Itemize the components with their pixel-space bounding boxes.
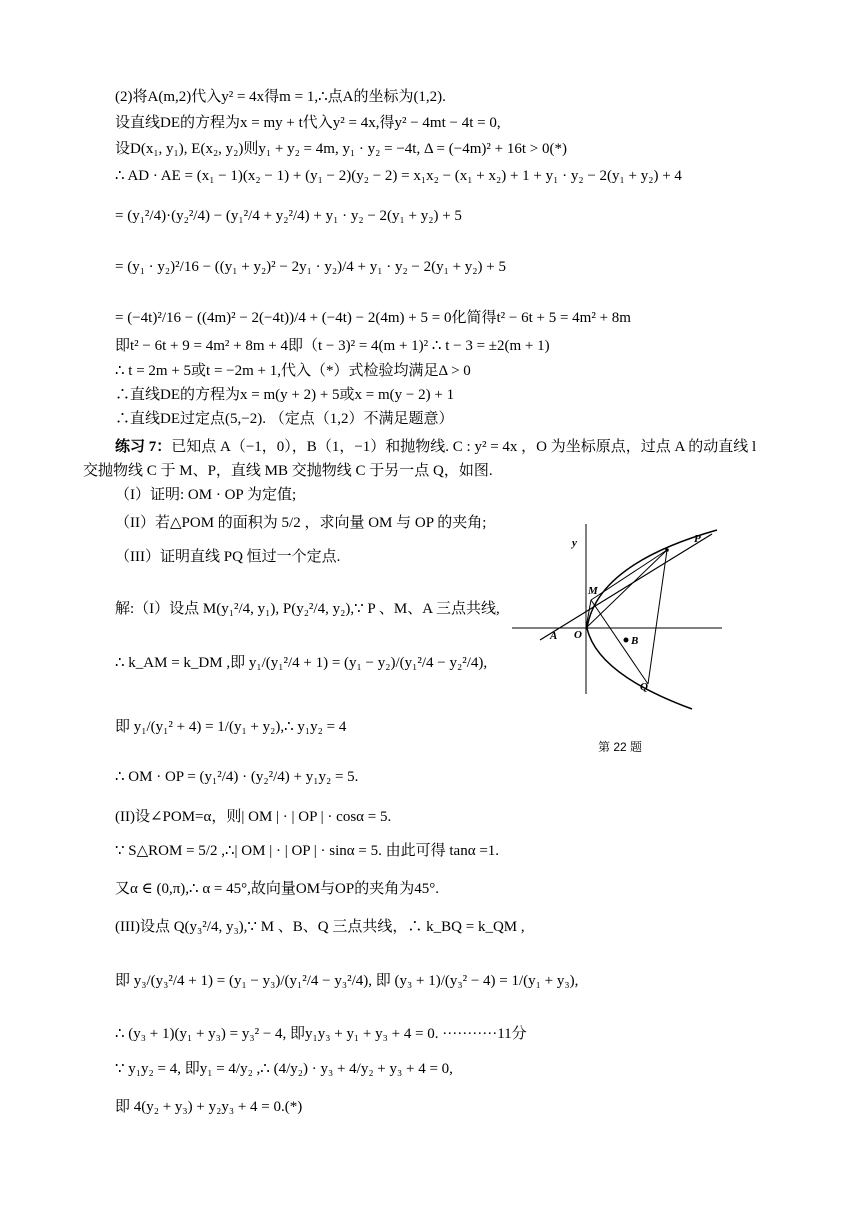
text-line: = (−4t)²/16 − ((4m)² − 2(−4t))/4 + (−4t) − 2(4m) + 5 = 0化简得t² − 6t + 5 = 4m² + 8m xyxy=(115,310,631,326)
exercise-statement: 已知点 A（−1，0），B（1，−1）和抛物线. C : y² = 4x ，O 为坐标原点，过点 A 的动直线 l xyxy=(171,439,757,455)
exercise-header xyxy=(115,438,756,456)
solution-line: ∵ y₁y₂ = 4, 即y₁ = 4/y₂ ,∴ (4/y₂) · y₃ + 4/y₂ + y₃ + 4 = 0, xyxy=(115,1061,453,1077)
label-B: B xyxy=(631,635,639,647)
solution-line: ∵ S△ROM = 5/2 ,∴| OM | · | OP | · sinα = 5. 由此可得 tanα =1. xyxy=(115,843,500,859)
text-line: ∴直线DE的方程为x = m(y + 2) + 5或x = m(y − 2) + 1 xyxy=(115,387,455,403)
solution-line: ∴ (y₃ + 1)(y₁ + y₃) = y₃² − 4, 即y₁y₃ + y₁ + y₃ + 4 = 0. ···········11分 xyxy=(115,1026,527,1042)
segment-OP xyxy=(586,550,667,628)
text-line: 设D(x₁, y₁), E(x₂, y₂)则y₁ + y₂ = 4m, y₁ · y₂ = −4t, Δ = (−4m)² + 16t > 0(*) xyxy=(115,141,567,157)
segment-PQ xyxy=(648,550,667,684)
solution-line: 即 4(y₂ + y₃) + y₂y₃ + 4 = 0.(*) xyxy=(115,1099,303,1115)
solution-line: ∴ OM · OP = (y₁²/4) · (y₂²/4) + y₁y₂ = 5. xyxy=(115,769,359,785)
solution-line: 解:（I）设点 M(y₁²/4, y₁), P(y₂²/4, y₂),∵ P 、M、A 三点共线, xyxy=(115,601,500,617)
text-line: 设直线DE的方程为x = my + t代入y² = 4x,得y² − 4mt − 4t = 0, xyxy=(115,115,501,131)
solution-line: 即 y₃/(y₃²/4 + 1) = (y₁ − y₃)/(y₁²/4 − y₃²/4), 即 (y₃ + 1)/(y₃² − 4) = 1/(y₁ + y₃), xyxy=(115,973,579,989)
question-3: （III）证明直线 PQ 恒过一个定点. xyxy=(115,549,341,565)
label-P: P xyxy=(694,533,701,545)
solution-line: (III)设点 Q(y₃²/4, y₃),∵ M 、B、Q 三点共线，∴ k_BQ = k_QM , xyxy=(115,919,525,935)
text-line: = (y₁²/4)·(y₂²/4) − (y₁²/4 + y₂²/4) + y₁ · y₂ − 2(y₁ + y₂) + 5 xyxy=(115,208,462,224)
point-P xyxy=(665,548,669,552)
figure-caption: 第 22 题 xyxy=(598,740,643,754)
label-M: M xyxy=(588,585,598,597)
parabola-figure xyxy=(512,524,724,714)
parabola-curve xyxy=(587,530,717,709)
label-Q: Q xyxy=(640,681,648,693)
question-1: （I）证明: OM · OP 为定值; xyxy=(115,487,297,503)
label-O: O xyxy=(574,629,582,641)
segment-MP xyxy=(591,550,667,600)
label-y: y xyxy=(572,537,577,549)
text-line: 即t² − 6t + 9 = 4m² + 8m + 4即（t − 3)² = 4(m + 1)² ∴ t − 3 = ±2(m + 1) xyxy=(115,338,550,354)
label-A: A xyxy=(550,630,558,642)
solution-line: 又α ∈ (0,π),∴ α = 45°,故向量OM与OP的夹角为45°. xyxy=(115,881,439,897)
text-line: (2)将A(m,2)代入y² = 4x得m = 1,∴点A的坐标为(1,2). xyxy=(115,89,446,105)
text-line: ∴ t = 2m + 5或t = −2m + 1,代入（*）式检验均满足Δ > 0 xyxy=(115,363,471,379)
text-line: ∴ AD · AE = (x₁ − 1)(x₂ − 1) + (y₁ − 2)(y₂ − 2) = x₁x₂ − (x₁ + x₂) + 1 + y₁ · y₂ − 2(y₁ + y₂) + 4 xyxy=(115,168,682,184)
text-line: = (y₁ · y₂)²/16 − ((y₁ + y₂)² − 2y₁ · y₂)/4 + y₁ · y₂ − 2(y₁ + y₂) + 5 xyxy=(115,259,506,275)
exercise-statement-cont: 交抛物线 C 于 M、P，直线 MB 交抛物线 C 于另一点 Q，如图. xyxy=(83,463,493,479)
solution-line: ∴ k_AM = k_DM ,即 y₁/(y₁²/4 + 1) = (y₁ − y₂)/(y₁²/4 − y₂²/4), xyxy=(115,655,488,671)
solution-line: 即 y₁/(y₁² + 4) = 1/(y₁ + y₂),∴ y₁y₂ = 4 xyxy=(115,719,347,735)
exercise-label: 练习 7： xyxy=(115,439,172,455)
point-B xyxy=(624,638,629,643)
question-2: （II）若△POM 的面积为 5/2 ，求向量 OM 与 OP 的夹角; xyxy=(115,515,487,531)
solution-line: (II)设∠POM=α，则| OM | · | OP | · cosα = 5. xyxy=(115,809,392,825)
line-AP xyxy=(540,534,712,640)
text-line: ∴直线DE过定点(5,−2). （定点（1,2）不满足题意） xyxy=(115,411,454,427)
